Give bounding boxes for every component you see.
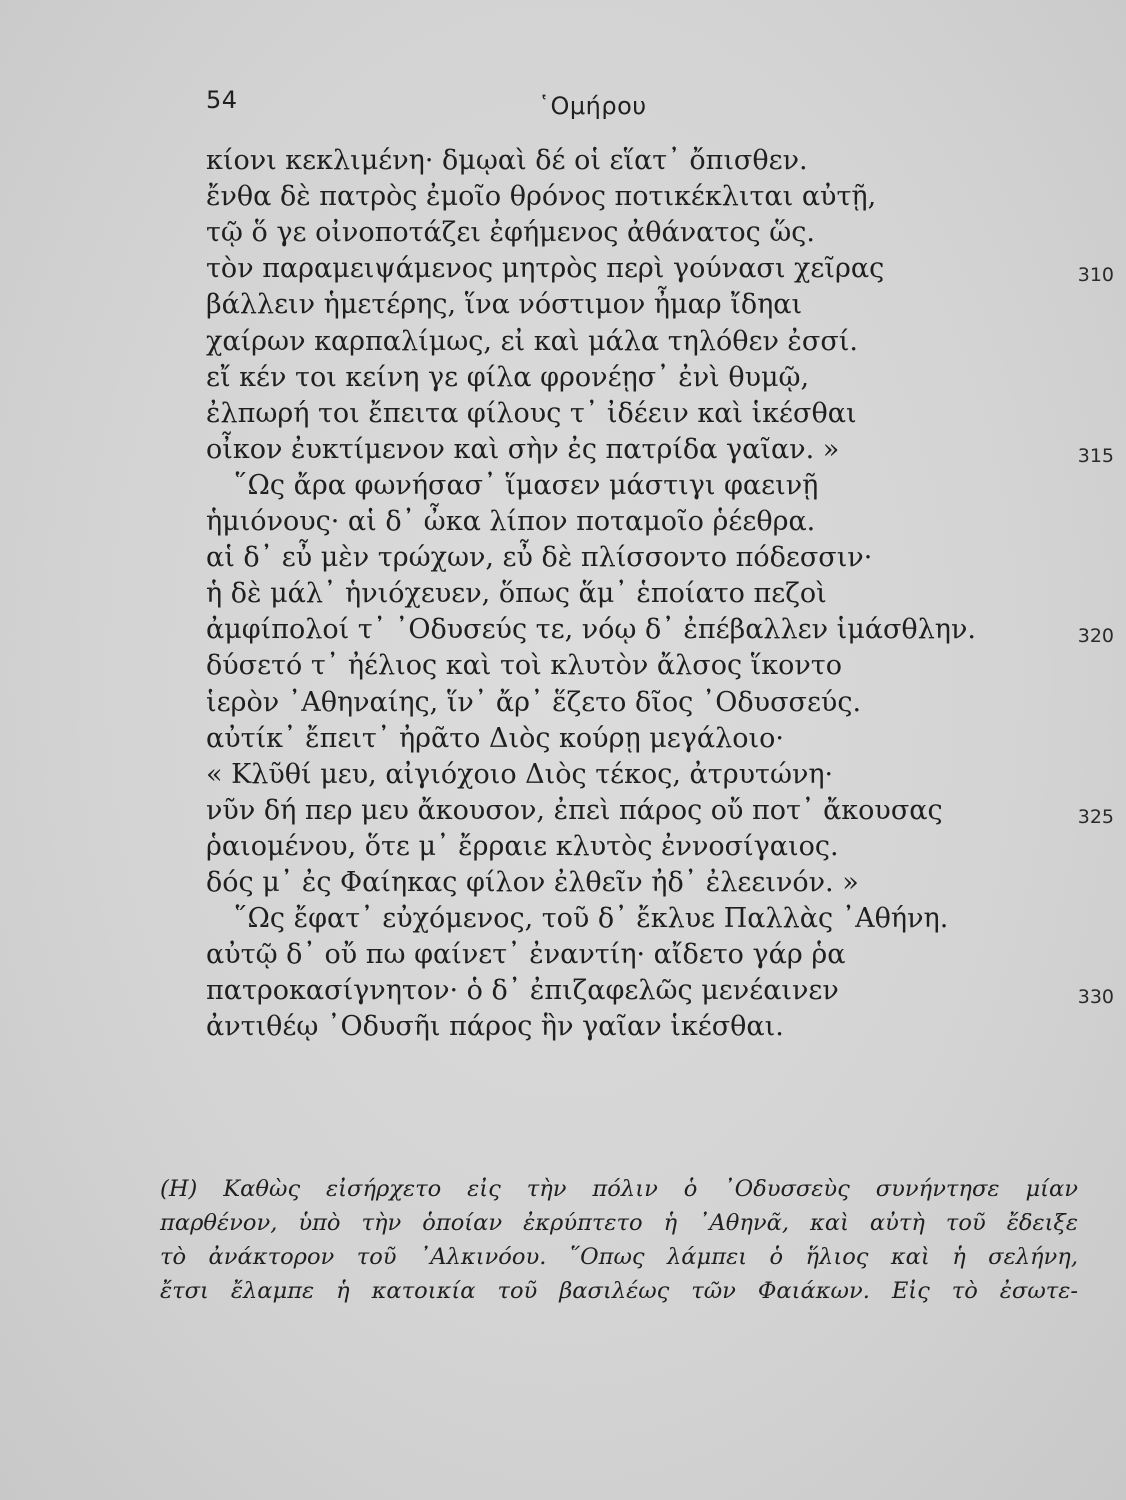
verse-line: κίονι κεκλιμένη· δμῳαὶ δέ οἱ εἵατ᾽ ὄπισθεν.	[206, 145, 808, 176]
page-number: 54	[206, 86, 238, 114]
line-number: 310	[1077, 264, 1114, 287]
verse-line: δύσετό τ᾽ ἠέλιος καὶ τοὶ κλυτὸν ἄλσος ἵκοντο	[206, 650, 842, 682]
verse-line: ῥαιομένου, ὅτε μ᾽ ἔρραιε κλυτὸς ἐννοσίγαιος.	[206, 830, 839, 862]
verse-line: αὐτίκ᾽ ἔπειτ᾽ ἠρᾶτο Διὸς κούρῃ μεγάλοιο·	[206, 722, 784, 754]
verse-line: ῞Ως ἔφατ᾽ εὐχόμενος, τοῦ δ᾽ ἔκλυε Παλλὰς ᾿Αθήνη.	[234, 903, 949, 935]
verse-line: τὸν παραμειψάμενος μητρὸς περὶ γούνασι χεῖρας	[206, 253, 885, 285]
line-number: 330	[1077, 986, 1114, 1009]
verse-line: ἐλπωρή τοι ἔπειτα φίλους τ᾽ ἰδέειν καὶ ἱκέσθαι	[206, 397, 857, 429]
verse-line: οἶκον ἐυκτίμενον καὶ σὴν ἐς πατρίδα γαῖαν. »	[206, 433, 840, 465]
verse-line: ἱερὸν ᾿Αθηναίης, ἵν᾽ ἄρ᾽ ἕζετο δῖος ᾿Οδυσσεύς.	[206, 686, 862, 718]
verse-line: ἔνθα δὲ πατρὸς ἐμοῖο θρόνος ποτικέκλιται αὐτῇ,	[206, 181, 877, 213]
summary-line: τὸ ἀνάκτορον τοῦ ᾿Αλκινόου. ῞Οπως λάμπει ὁ ἥλιος καὶ ἡ σελήνη,	[160, 1244, 1078, 1270]
verse-line: πατροκασίγνητον· ὁ δ᾽ ἐπιζαφελῶς μενέαινεν	[206, 975, 839, 1007]
verse-line: εἴ κέν τοι κείνη γε φίλα φρονέῃσ᾽ ἐνὶ θυμῷ,	[206, 361, 810, 393]
verse-line: τῷ ὅ γε οἰνοποτάζει ἐφήμενος ἀθάνατος ὥς.	[206, 217, 816, 249]
line-number: 325	[1077, 805, 1114, 828]
verse-line: χαίρων καρπαλίμως, εἰ καὶ μάλα τηλόθεν ἐσσί.	[206, 325, 858, 357]
verse-line: ἡ δὲ μάλ᾽ ἡνιόχευεν, ὅπως ἅμ᾽ ἑποίατο πεζοὶ	[206, 578, 827, 610]
verse-line: αὐτῷ δ᾽ οὔ πω φαίνετ᾽ ἐναντίη· αἴδετο γάρ ῥα	[206, 939, 846, 971]
verse-line: δός μ᾽ ἐς Φαίηκας φίλον ἐλθεῖν ἠδ᾽ ἐλεεινόν. »	[206, 867, 859, 898]
verse-line: ἀμφίπολοί τ᾽ ᾿Οδυσεύς τε, νόῳ δ᾽ ἐπέβαλλεν ἱμάσθλην.	[206, 614, 976, 646]
prose-summary	[160, 1172, 1078, 1308]
verse-line: βάλλειν ἡμετέρης, ἵνα νόστιμον ἦμαρ ἴδηαι	[206, 289, 803, 321]
line-number: 320	[1077, 625, 1114, 648]
verse-line: αἱ δ᾽ εὖ μὲν τρώχων, εὖ δὲ πλίσσοντο πόδεσσιν·	[206, 542, 873, 574]
verse-line: ῞Ως ἄρα φωνήσασ᾽ ἵμασεν μάστιγι φαεινῇ	[234, 469, 819, 501]
verse-line: « Κλῦθί μευ, αἰγιόχοιο Διὸς τέκος, ἀτρυτώνη·	[206, 758, 834, 790]
summary-line: ἔτσι ἔλαμπε ἡ κατοικία τοῦ βασιλέως τῶν Φαιάκων. Εἰς τὸ ἐσωτε-	[160, 1278, 1078, 1304]
verse-line: νῦν δή περ μευ ἄκουσον, ἐπεὶ πάρος οὔ ποτ᾽ ἄκουσας	[206, 794, 943, 826]
summary-line: παρθένον, ὑπὸ τὴν ὁποίαν ἐκρύπτετο ἡ ᾿Αθηνᾶ, καὶ αὐτὴ τοῦ ἔδειξε	[160, 1210, 1078, 1236]
line-number: 315	[1077, 444, 1114, 467]
verse-line: ἡμιόνους· αἱ δ᾽ ὦκα λίπον ποταμοῖο ῥέεθρα.	[206, 506, 816, 537]
verse-line: ἀντιθέῳ ᾿Οδυσῆι πάρος ἣν γαῖαν ἱκέσθαι.	[206, 1011, 784, 1043]
running-title: ῾Ομήρου	[538, 92, 647, 120]
summary-line: (Η) Καθὼς εἰσήρχετο εἰς τὴν πόλιν ὁ ᾿Οδυσσεὺς συνήντησε μίαν	[160, 1176, 1078, 1202]
